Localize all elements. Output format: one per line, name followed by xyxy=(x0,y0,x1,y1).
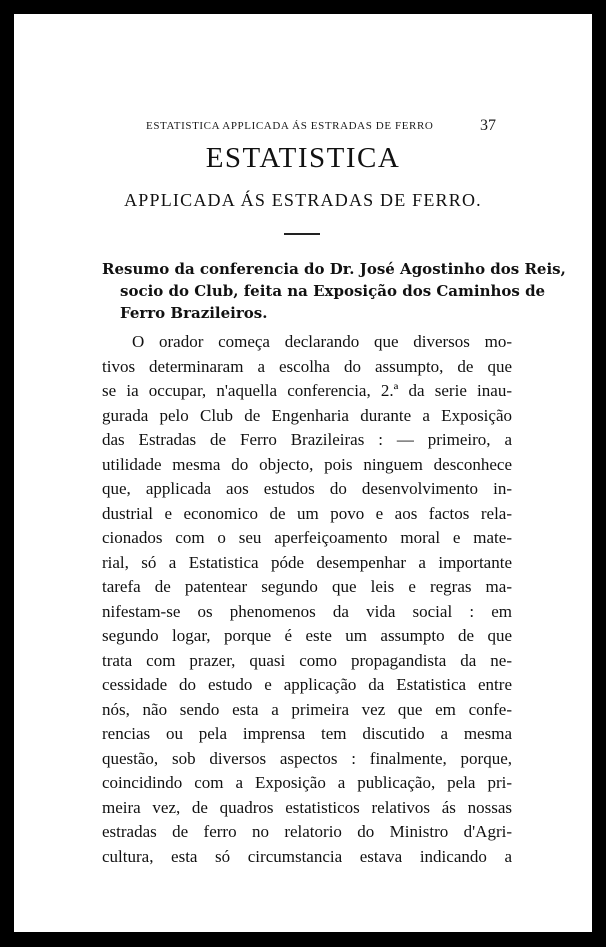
body-line: das Estradas de Ferro Brazileiras : — primeiro, a xyxy=(102,430,512,449)
abstract-line: socio do Club, feita na Exposição dos Caminhos de xyxy=(120,282,546,300)
body-line: cessidade do estudo e applicação da Estatistica entre xyxy=(102,675,512,694)
body-line: coincidindo com a Exposição a publicação, pela pri- xyxy=(102,773,512,792)
body-paragraph xyxy=(102,330,512,869)
body-line: tivos determinaram a escolha do assumpto, de que xyxy=(102,356,512,376)
body-line: questão, sob diversos aspectos : finalmente, porque, xyxy=(102,748,512,768)
abstract-line: Ferro Brazileiros. xyxy=(120,304,268,322)
article-subtitle: APPLICADA ÁS ESTRADAS DE FERRO. xyxy=(124,190,482,210)
body-line: nós, não sendo esta a primeira vez que em confe- xyxy=(102,699,512,719)
body-line: tarefa de patentear segundo que leis e regras ma- xyxy=(102,577,512,596)
title-divider-rule xyxy=(284,233,320,235)
body-line: meira vez, de quadros estatisticos relativos ás nossas xyxy=(102,797,512,817)
abstract-line: Resumo da conferencia do Dr. José Agostinho dos Reis, xyxy=(102,260,566,278)
body-line: O orador começa declarando que diversos mo- xyxy=(132,332,512,351)
body-line: utilidade mesma do objecto, pois ninguem desconhece xyxy=(102,454,512,474)
body-line: que, applicada aos estudos do desenvolvimento in- xyxy=(102,479,512,498)
body-line: estradas de ferro no relatorio do Ministro d'Agri- xyxy=(102,822,512,841)
body-line: gurada pelo Club de Engenharia durante a Exposição xyxy=(102,405,512,425)
page-number: 37 xyxy=(480,117,496,134)
body-line: cultura, esta só circumstancia estava indicando a xyxy=(102,846,512,866)
body-line: cionados com o seu aperfeiçoamento moral e mate- xyxy=(102,528,512,547)
document-page xyxy=(14,14,592,932)
running-head: ESTATISTICA APPLICADA ÁS ESTRADAS DE FERRO xyxy=(146,120,434,132)
body-line: trata com prazer, quasi como propagandista da ne- xyxy=(102,650,512,670)
article-title: ESTATISTICA xyxy=(205,142,401,174)
body-line: rencias ou pela imprensa tem discutido a mesma xyxy=(102,724,512,743)
body-line: segundo logar, porque é este um assumpto de que xyxy=(102,626,512,645)
body-line: rial, só a Estatistica póde desempenhar a importante xyxy=(102,552,512,572)
body-line: se ia occupar, n'aquella conferencia, 2.ª da serie inau- xyxy=(102,381,512,400)
body-line: dustrial e economico de um povo e aos factos rela- xyxy=(102,503,512,523)
abstract xyxy=(102,258,566,324)
body-line: nifestam-se os phenomenos da vida social : em xyxy=(102,601,512,621)
